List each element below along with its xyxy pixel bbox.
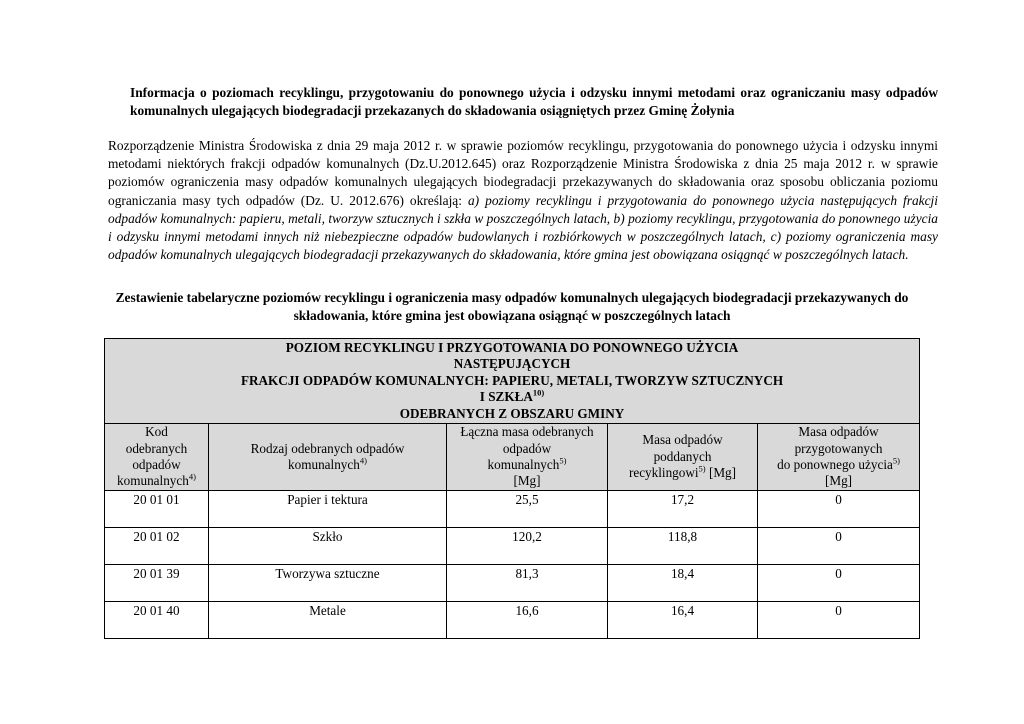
table-row bbox=[105, 528, 920, 565]
cell-laczna: 25,5 bbox=[447, 491, 608, 528]
table-row bbox=[105, 491, 920, 528]
table-title-line: FRAKCJI ODPADÓW KOMUNALNYCH: PAPIERU, METALI, TWORZYW SZTUCZNYCH bbox=[240, 372, 784, 388]
header-text: [Mg] bbox=[824, 473, 853, 489]
table-title-line: NASTĘPUJĄCYCH bbox=[453, 356, 571, 372]
header-text: odpadów bbox=[502, 440, 552, 456]
header-text: [Mg] bbox=[513, 473, 541, 489]
intro-paragraph bbox=[108, 137, 938, 264]
header-text-line bbox=[209, 457, 446, 473]
header-text: przygotowanych bbox=[794, 440, 883, 456]
cell-rodzaj: Szkło bbox=[209, 528, 447, 565]
cell-laczna: 120,2 bbox=[447, 528, 608, 565]
footnote-ref: 5) bbox=[698, 463, 706, 474]
cell-przygotowane: 0 bbox=[758, 491, 920, 528]
header-text-line bbox=[447, 457, 607, 473]
header-masa-recykling bbox=[608, 424, 758, 491]
cell-rodzaj: Tworzywa sztuczne bbox=[209, 565, 447, 602]
header-text-line bbox=[608, 465, 757, 481]
cell-przygotowane: 0 bbox=[758, 602, 920, 639]
table-row bbox=[105, 602, 920, 639]
header-text: recyklingowi bbox=[628, 465, 699, 481]
table-title-line: ODEBRANYCH Z OBSZARU GMINY bbox=[399, 405, 625, 421]
document-heading: Informacja o poziomach recyklingu, przygotowaniu do ponownego użycia i odzysku innymi metodami oraz ograniczaniu masy odpadów komunalnych ulegających biodegradacji przekazanych do składowania osiągniętych przez Gminę Żołynia bbox=[130, 85, 938, 118]
header-text-line bbox=[758, 457, 919, 473]
header-text: Rodzaj odebranych odpadów bbox=[250, 440, 405, 456]
header-text: [Mg] bbox=[705, 465, 737, 481]
cell-przygotowane: 0 bbox=[758, 528, 920, 565]
header-text-line bbox=[105, 473, 208, 489]
cell-rodzaj: Metale bbox=[209, 602, 447, 639]
cell-recykling: 17,2 bbox=[608, 491, 758, 528]
table-header-row bbox=[105, 424, 920, 491]
header-text: Kod bbox=[145, 424, 168, 440]
cell-kod: 20 01 01 bbox=[105, 491, 209, 528]
header-text: do ponownego użycia bbox=[777, 457, 893, 472]
header-text: komunalnych bbox=[288, 457, 360, 472]
header-text: komunalnych bbox=[117, 473, 189, 489]
footnote-ref: 5) bbox=[559, 455, 567, 466]
cell-laczna: 81,3 bbox=[447, 565, 608, 602]
table-title-line: POZIOM RECYKLINGU I PRZYGOTOWANIA DO PONOWNEGO UŻYCIA bbox=[285, 339, 739, 355]
header-text: Masa odpadów bbox=[642, 432, 723, 448]
cell-recykling: 118,8 bbox=[608, 528, 758, 565]
cell-kod: 20 01 02 bbox=[105, 528, 209, 565]
cell-rodzaj: Papier i tektura bbox=[209, 491, 447, 528]
intro-regular-text: Rozporządzenie Ministra Środowiska z dnia 29 maja 2012 r. w sprawie poziomów recyklingu, przygotowania do ponownego użycia i odzysku innymi metodami niektórych frakcji odpadów komunalnych (Dz.U.2012.645) oraz Rozporządzenie Ministra Środowiska z dnia 25 maja 2012 r. w sprawie poziomów ograniczenia masy odpadów komunalnych ulegających biodegradacji przekazywanych do składowania oraz sposobu obliczania poziomu ograniczania masy tych odpadów (Dz. U. 2012.676) określają: bbox=[108, 138, 938, 208]
cell-recykling: 18,4 bbox=[608, 565, 758, 602]
header-text: odpadów bbox=[132, 457, 181, 472]
cell-przygotowane: 0 bbox=[758, 565, 920, 602]
footnote-ref: 4) bbox=[359, 455, 367, 466]
header-text: poddanych bbox=[653, 448, 712, 464]
footnote-ref: 10) bbox=[532, 387, 545, 398]
cell-recykling: 16,4 bbox=[608, 602, 758, 639]
table-title-text: I SZKŁA bbox=[479, 389, 533, 405]
header-masa-przygotowana bbox=[758, 424, 920, 491]
header-text: odebranych bbox=[125, 440, 188, 456]
cell-laczna: 16,6 bbox=[447, 602, 608, 639]
header-laczna-masa bbox=[447, 424, 608, 491]
cell-kod: 20 01 39 bbox=[105, 565, 209, 602]
header-text: Masa odpadów bbox=[798, 424, 879, 440]
recycling-levels-table bbox=[104, 338, 920, 639]
table-subheading: Zestawienie tabelaryczne poziomów recyklingu i ograniczenia masy odpadów komunalnych ulegających biodegradacji przekazywanych do składowania, które gmina jest obowiązana osiągnąć w poszczególnych latach bbox=[115, 290, 909, 323]
intro-italic-text: a) poziomy recyklingu i przygotowania do ponownego użycia następujących frakcji odpadów komunalnych: papieru, metali, tworzyw sztucznych i szkła w poszczególnych latach, b) poziomy recyklingu, przygotowania do ponownego użycia i odzysku innymi metodami innych niż niebezpieczne odpadów budowlanych i rozbiórkowych w poszczególnych latach, c) poziomy ograniczenia masy odpadów komunalnych ulegających biodegradacji przekazywanych do składowania, które gmina jest obowiązana osiągnąć w poszczególnych latach. bbox=[108, 192, 938, 263]
header-text: komunalnych bbox=[487, 457, 560, 472]
table-row bbox=[105, 565, 920, 602]
footnote-ref: 5) bbox=[892, 455, 900, 466]
table-title-line bbox=[105, 389, 919, 405]
header-kod bbox=[105, 424, 209, 491]
header-text: Łączna masa odebranych bbox=[460, 424, 594, 440]
footnote-ref: 4) bbox=[188, 472, 196, 483]
table-title-cell bbox=[105, 339, 920, 424]
header-rodzaj bbox=[209, 424, 447, 491]
cell-kod: 20 01 40 bbox=[105, 602, 209, 639]
